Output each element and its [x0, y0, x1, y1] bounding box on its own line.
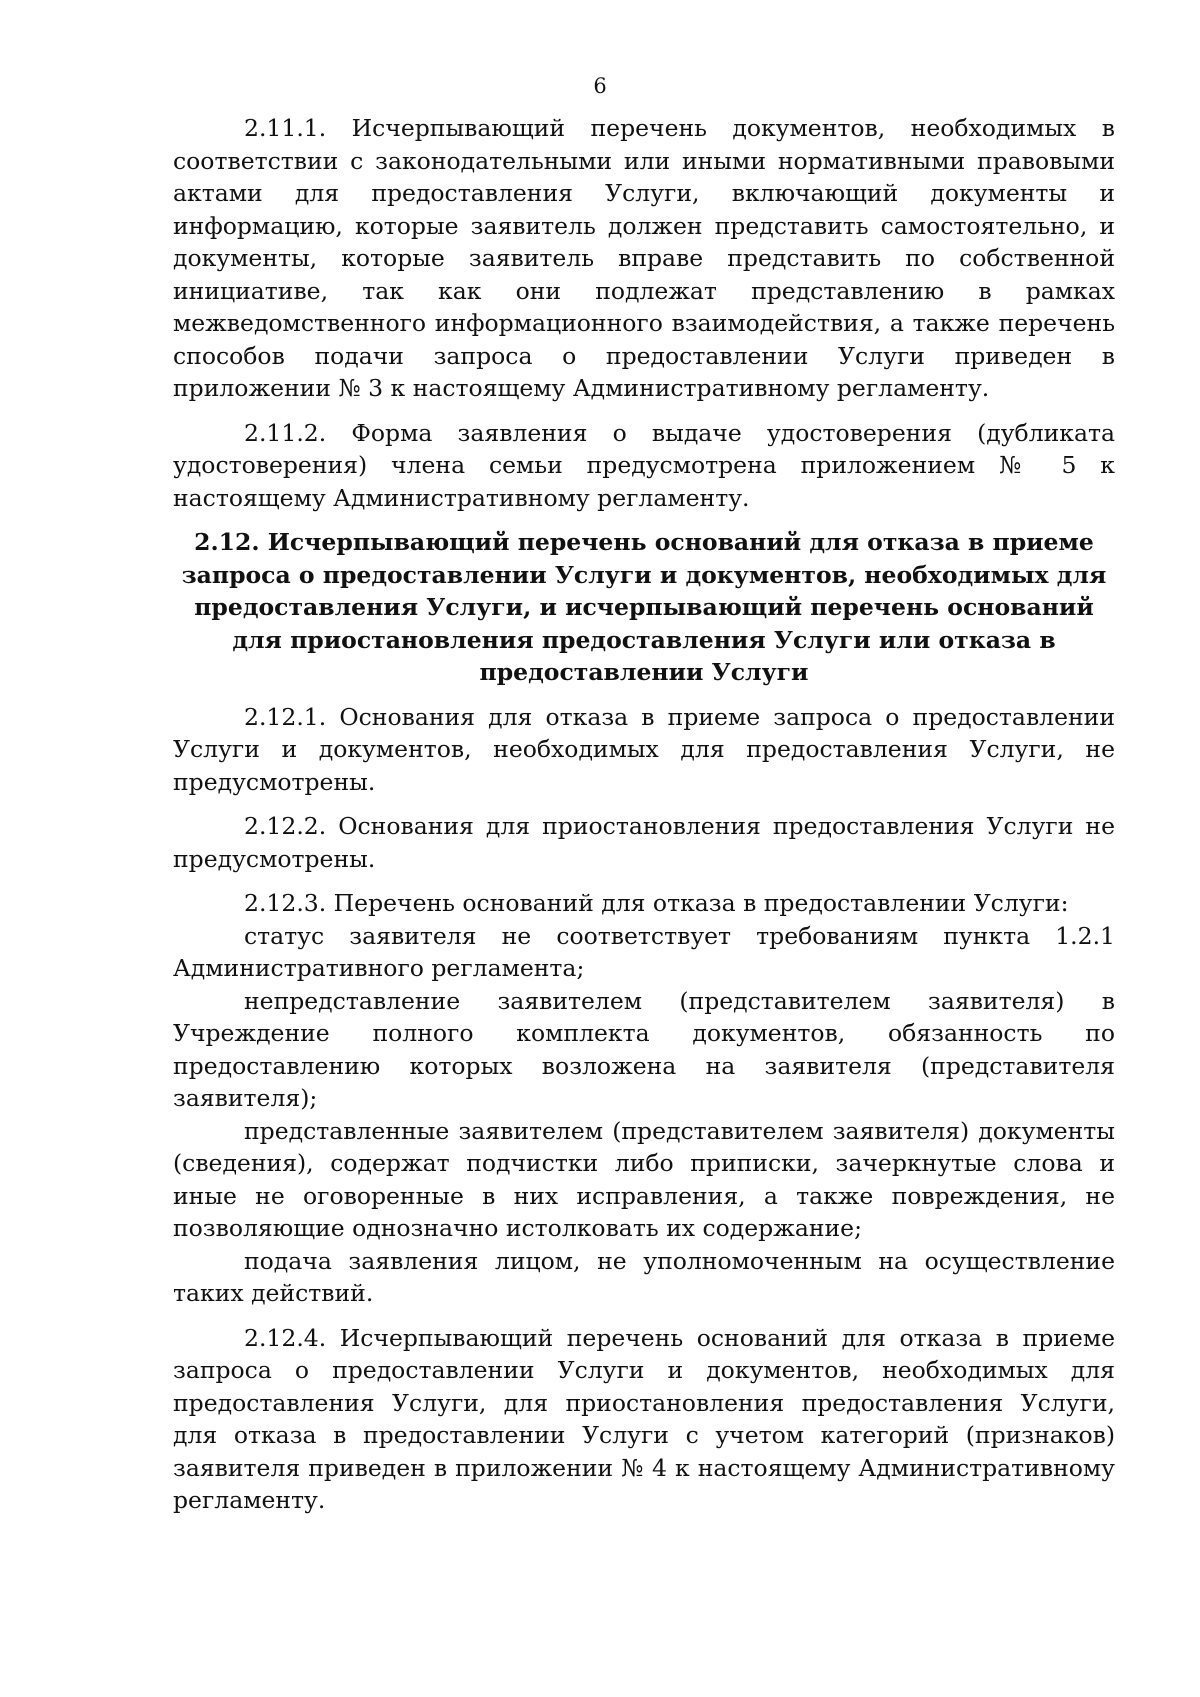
paragraph-2-12-1: 2.12.1. Основания для отказа в приеме запроса о предоставлении Услуги и документов, необходимых для предоставления Услуги, не предусмотрены. [173, 702, 1115, 796]
list-item-incomplete-documents: непредставление заявителем (представителем заявителя) в Учреждение полного комплекта документов, обязанность по предоставлению которых возложена на заявителя (представителя заявителя); [173, 986, 1115, 1112]
paragraph-2-11-1: 2.11.1. Исчерпывающий перечень документов, необходимых в соответствии с законодательными или иными нормативными правовыми актами для предоставления Услуги, включающий документы и информацию, которые заявитель должен представить самостоятельно, и документы, которые заявитель вправе представить по собственной инициативе, так как они подлежат представлению в рамках межведомственного информационного взаимодействия, а также перечень способов подачи запроса о предоставлении Услуги приведен в приложении № 3 к настоящему Административному регламенту. [173, 114, 1115, 402]
paragraph-2-12-3: 2.12.3. Перечень оснований для отказа в предоставлении Услуги: [244, 889, 1069, 917]
paragraph-2-11-2: 2.11.2. Форма заявления о выдаче удостоверения (дубликата удостоверения) члена семьи предусмотрена приложением № 5 к настоящему Административному регламенту. [173, 418, 1115, 512]
list-item-unauthorized-person: подача заявления лицом, не уполномоченным на осуществление таких действий. [173, 1246, 1115, 1307]
paragraph-2-12-4: 2.12.4. Исчерпывающий перечень оснований для отказа в приеме запроса о предоставлении Услуги и документов, необходимых для предоставления Услуги, для приостановления предоставления Услуги, для отказа в предоставлении Услуги с учетом категорий (признаков) заявителя приведен в приложении № 4 к настоящему Административному регламенту. [173, 1323, 1115, 1514]
page-number: 6 [593, 74, 607, 98]
list-item-altered-documents: представленные заявителем (представителем заявителя) документы (сведения), содержат подчистки либо приписки, зачеркнутые слова и иные не оговоренные в них исправления, а также повреждения, не позволяющие однозначно истолковать их содержание; [173, 1116, 1115, 1242]
document-body [173, 112, 1115, 1529]
paragraph-2-12-2: 2.12.2. Основания для приостановления предоставления Услуги не предусмотрены. [173, 812, 1115, 873]
list-item-applicant-status: статус заявителя не соответствует требованиям пункта 1.2.1 Административного регламента; [173, 921, 1115, 982]
section-heading-2-12: 2.12. Исчерпывающий перечень оснований для отказа в приеме запроса о предоставлении Услуги и документов, необходимых для предоставления Услуги, и исчерпывающий перечень оснований для приостановления предоставления Услуги или отказа в предоставлении Услуги [181, 528, 1107, 686]
